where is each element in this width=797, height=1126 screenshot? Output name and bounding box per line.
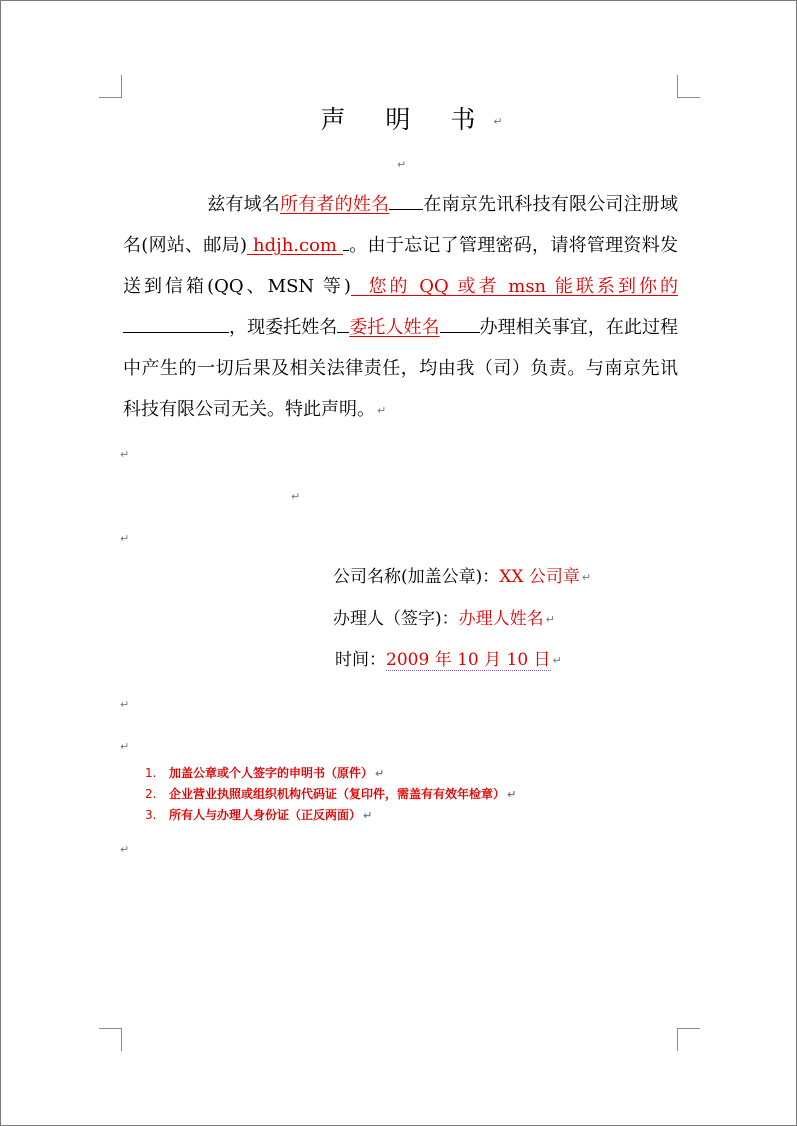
crop-mark-bottom-left [99,1028,122,1051]
paragraph-mark-icon: ↵ [552,653,562,667]
blank-line [123,331,229,333]
date-field[interactable]: 2009 年 10 月 10 日 [386,650,551,670]
paragraph-mark-icon: ↵ [120,698,130,711]
blank-line [337,331,349,333]
handler-label: 办理人（签字)： [333,609,459,629]
paragraph-mark-icon: ↵ [120,843,130,856]
paragraph-mark-icon: ↵ [120,532,130,545]
list-item-text: 所有人与办理人身份证（正反两面） [169,808,362,822]
paragraph-mark-icon: ↵ [493,114,503,128]
list-item-number: 3. [145,808,157,822]
paragraph-mark-icon: ↵ [545,612,555,626]
company-label: 公司名称(加盖公章)： [333,567,500,587]
paragraph-mark-icon: ↵ [581,570,592,584]
contact-field[interactable]: 您的 QQ 或者 msn 能联系到你的 [368,276,678,297]
paragraph-mark-icon: ↵ [375,767,385,780]
company-line [333,565,591,590]
body-text-segment: 办理相关事宜，在此过程中产生的一切后果及相关法律责任，均由我（司）负责。与南京先讯科技有限公司无关。特此声明。 [123,317,679,420]
paragraph-mark-icon: ↵ [507,788,517,801]
paragraph-mark-icon: ↵ [377,403,387,417]
list-item [145,805,516,826]
owner-name-field[interactable]: 所有者的姓名 [280,194,390,215]
paragraph-mark-icon: ↵ [397,158,407,171]
attachment-list [145,763,516,826]
body-text-segment: ，现委托姓名 [229,317,338,338]
paragraph-mark-icon: ↵ [291,490,301,503]
company-seal-field[interactable]: XX 公司章 [499,567,580,587]
title-text: 声 明 书 [320,105,492,134]
crop-mark-bottom-right [677,1028,700,1051]
list-item-number: 2. [145,787,157,801]
domain-field[interactable]: hdjh.com [253,235,337,256]
handler-line [333,607,555,632]
document-title [1,100,797,142]
list-item-text: 加盖公章或个人签字的申明书（原件） [169,766,374,780]
paragraph-mark-icon: ↵ [363,809,373,822]
blank-line [440,331,480,333]
paragraph-mark-icon: ↵ [120,448,130,461]
crop-mark-top-left [99,75,122,98]
list-item-text: 企业营业执照或组织机构代码证（复印件，需盖有有效年检章） [169,787,506,801]
date-label: 时间： [335,650,386,670]
blank-line [389,208,423,210]
body-text-segment: 。由于忘记了管理密码，请将管理资料发送到信箱(QQ、MSN 等) [123,235,678,297]
date-line [335,648,562,673]
list-item [145,784,516,805]
paragraph-mark-icon: ↵ [120,740,130,753]
declaration-body[interactable] [123,184,678,431]
body-text-segment: 在南京先讯科技有限公司注册域名(网站、邮局) [123,194,679,256]
body-paragraph [123,184,678,431]
handler-name-field[interactable]: 办理人姓名 [458,609,544,629]
body-text-segment: 兹有域名 [207,194,280,215]
agent-name-field[interactable]: 委托人姓名 [349,317,440,338]
crop-mark-top-right [677,75,700,98]
list-item [145,763,516,784]
list-item-number: 1. [145,766,157,780]
